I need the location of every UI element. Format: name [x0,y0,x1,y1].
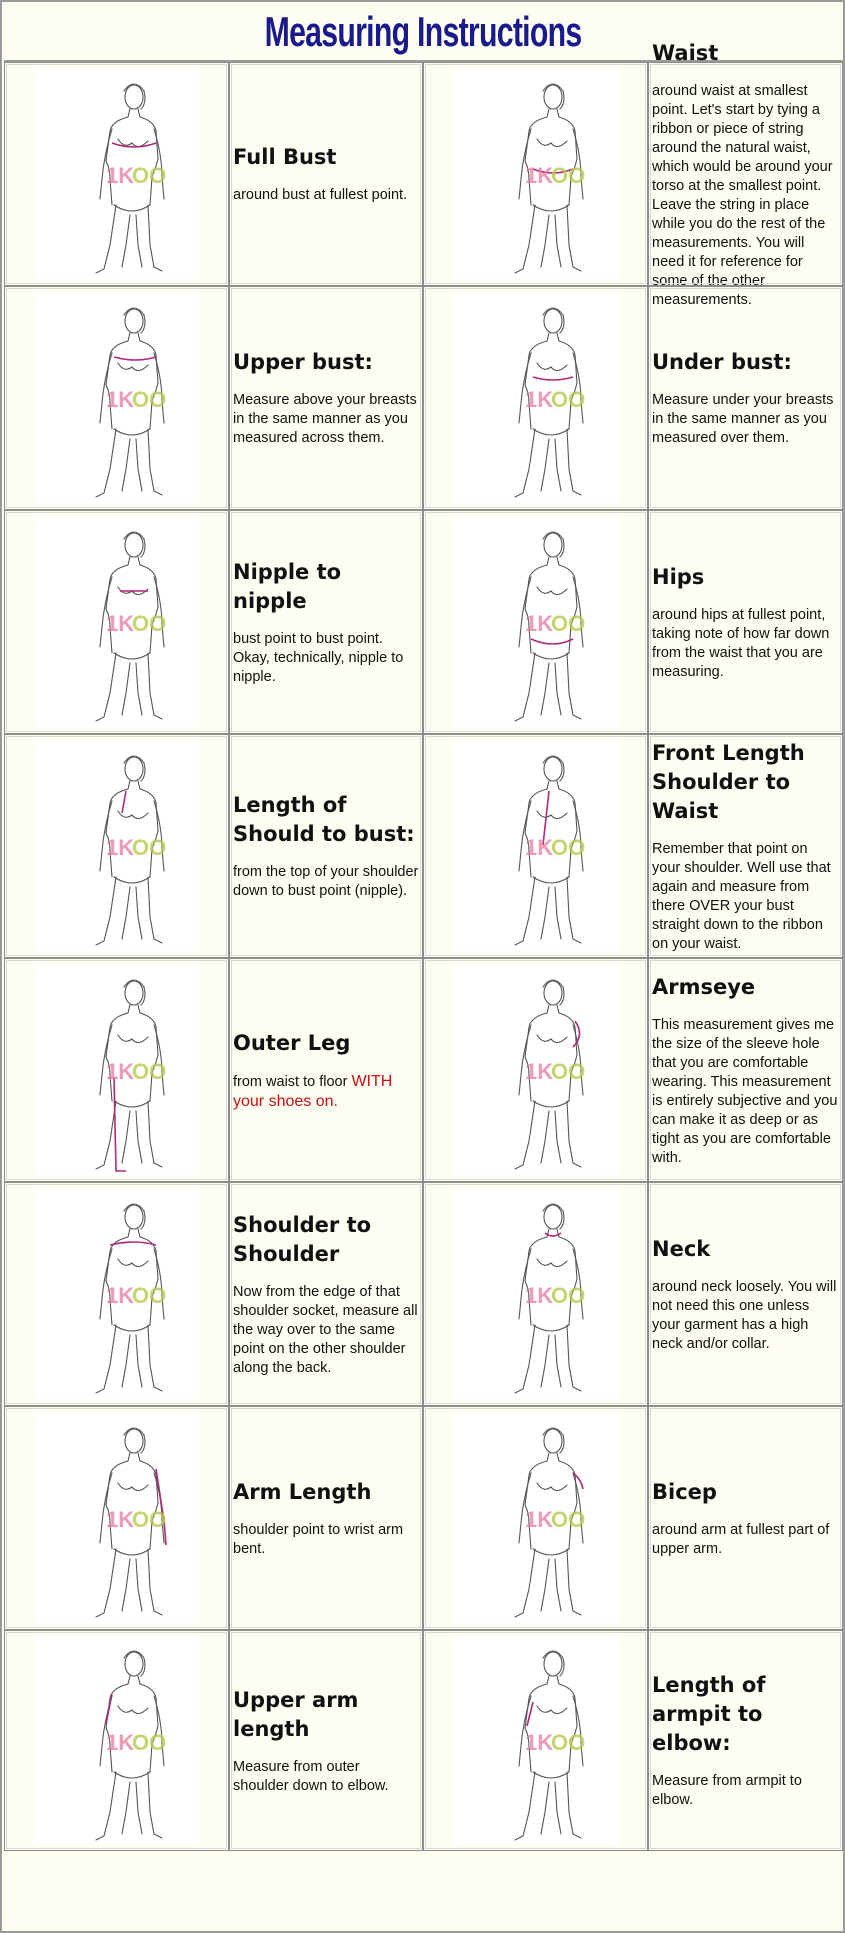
illustration-cell-hips [423,510,648,734]
svg-text:1K: 1K [525,835,554,860]
measure-line [533,377,573,380]
svg-text:1K: 1K [525,1283,554,1308]
illustration-nipple-to-nipple [34,517,199,727]
illustration-cell-length-of-should-to-bust [4,734,229,958]
illustration-full-bust [34,69,199,279]
watermark-logo [106,163,166,188]
illustration-svg [453,1636,618,1846]
description-text: Measure under your breasts in the same manner as you measured over them. [652,392,834,446]
measurement-description [233,1072,419,1112]
watermark-logo [525,1730,585,1755]
measurement-description [233,391,419,448]
svg-text:OO: OO [551,611,586,636]
watermark-logo [525,1283,585,1308]
illustration-upper-arm-length [34,1636,199,1846]
measurement-description [652,1278,839,1354]
measurement-description [233,1758,419,1796]
illustration-length-of-armpit-to-elbow [453,1636,618,1846]
illustration-hips [453,517,618,727]
description-text: This measurement gives me the size of the sleeve hole that you are comfortable wearing. This measurement is entirely subjective and you can make it as deep or as tight as you are comfortable with. [652,1016,838,1166]
watermark-logo [106,611,166,636]
measurement-heading: Full Bust [233,145,337,169]
description-text: from the top of your shoulder down to bust point (nipple). [233,864,419,899]
measurement-description [233,1283,419,1378]
measurement-heading: Arm Length [233,1479,372,1504]
illustration-cell-upper-arm-length [4,1630,229,1851]
measurements-grid [4,40,843,1931]
description-text: Measure from armpit to elbow. [652,1773,802,1808]
measurement-heading: Shoulder to Shoulder [233,1212,372,1266]
description-cell-neck [648,1182,843,1406]
illustration-cell-outer-leg [4,958,229,1182]
illustration-shoulder-to-shoulder [34,1189,199,1399]
svg-text:OO: OO [132,835,167,860]
watermark-logo [525,611,585,636]
description-text: around neck loosely. You will not need this one unless your garment has a high neck and/or collar. [652,1278,837,1352]
illustration-cell-full-bust [4,62,229,286]
svg-text:OO: OO [551,1059,586,1084]
illustration-under-bust [453,293,618,503]
svg-text:1K: 1K [106,163,135,188]
watermark-logo [525,835,585,860]
svg-text:OO: OO [132,1283,167,1308]
illustration-svg [453,965,618,1175]
illustration-svg [453,293,618,503]
measurement-heading: Under bust: [652,350,792,374]
watermark-logo [106,1730,166,1755]
illustration-cell-front-length-shoulder-to-waist [423,734,648,958]
svg-text:OO: OO [132,1729,167,1755]
svg-text:1K: 1K [106,1729,135,1755]
watermark-logo [106,1059,166,1084]
illustration-svg [34,293,199,503]
illustration-neck [453,1189,618,1399]
watermark-logo [525,1059,585,1084]
illustration-cell-upper-bust [4,286,229,510]
svg-text:1K: 1K [106,387,135,412]
description-text: around bust at fullest point. [233,187,408,203]
svg-text:OO: OO [132,163,167,188]
description-cell-bicep [648,1406,843,1630]
measurement-heading: Length of Should to bust: [233,793,415,846]
description-cell-shoulder-to-shoulder [229,1182,423,1406]
measurement-description [652,1772,839,1810]
illustration-svg [34,1189,199,1399]
svg-text:1K: 1K [525,611,554,636]
measurement-description [233,863,419,901]
illustration-arm-length [34,1413,199,1623]
description-cell-hips [648,510,843,734]
measure-line [106,1694,112,1724]
watermark-logo [106,1507,166,1532]
description-text: shoulder point to wrist arm bent. [233,1521,404,1557]
measurement-description [233,630,419,687]
measurement-heading: Front Length Shoulder to Waist [652,740,805,823]
svg-text:OO: OO [551,835,586,860]
measurement-description [652,82,839,310]
svg-text:OO: OO [551,1507,586,1532]
svg-text:1K: 1K [525,1507,554,1532]
illustration-cell-bicep [423,1406,648,1630]
measurement-heading: Length of armpit to elbow: [652,1673,766,1755]
measure-line [122,791,126,813]
illustration-length-of-should-to-bust [34,741,199,951]
watermark-logo [106,387,166,412]
description-text: Measure above your breasts in the same manner as you measured across them. [233,392,417,446]
svg-text:OO: OO [132,1059,167,1084]
svg-text:1K: 1K [525,387,554,412]
measurement-heading: Neck [652,1236,711,1261]
measurement-description [652,1521,839,1559]
watermark-logo [525,1507,585,1532]
illustration-upper-bust [34,293,199,503]
illustration-waist [453,69,618,279]
measurement-heading: Hips [652,564,705,589]
measurement-description [233,186,419,205]
illustration-bicep [453,1413,618,1623]
illustration-svg [453,517,618,727]
measurement-heading: Upper arm length [233,1687,359,1741]
measure-line [110,1242,156,1245]
description-text: Now from the edge of that shoulder socket, measure all the way over to the same point on the other shoulder along the back. [233,1283,418,1376]
watermark-logo [106,835,166,860]
measure-line [114,357,156,360]
measurement-heading: Bicep [652,1479,717,1504]
measure-line [531,639,573,644]
description-cell-length-of-armpit-to-elbow [648,1630,843,1851]
illustration-cell-armseye [423,958,648,1182]
illustration-front-length-shoulder-to-waist [453,741,618,951]
illustration-svg [453,1413,618,1623]
svg-text:1K: 1K [106,611,135,636]
svg-text:1K: 1K [106,1059,135,1084]
illustration-cell-nipple-to-nipple [4,510,229,734]
description-text: Remember that point on your shoulder. Well use that again and measure from there OVER your bust straight down to the ribbon on your waist. [652,840,831,952]
measurement-description [652,1016,839,1168]
description-cell-nipple-to-nipple [229,510,423,734]
watermark-logo [106,1283,166,1308]
measurement-description [652,606,839,682]
svg-text:OO: OO [551,1729,586,1755]
measurement-heading: Armseye [652,974,756,999]
illustration-outer-leg [34,965,199,1175]
illustration-cell-neck [423,1182,648,1406]
illustration-svg [34,69,199,279]
illustration-svg [34,741,199,951]
measurement-heading: Waist [652,40,719,65]
svg-text:OO: OO [132,387,167,412]
description-text: around waist at smallest point. Let's start by tying a ribbon or piece of string around the natural waist, which would be around your torso at the smallest point. Leave the string in place while you do the rest of the measurements. You will need it for reference for some of the other measurements. [652,82,833,308]
svg-text:1K: 1K [106,835,135,860]
svg-text:1K: 1K [525,1059,554,1084]
illustration-svg [34,517,199,727]
description-cell-arm-length [229,1406,423,1630]
description-text: Measure from outer shoulder down to elbow. [233,1758,389,1794]
description-text: bust point to bust point. Okay, technically, nipple to nipple. [233,630,404,685]
svg-text:1K: 1K [525,1729,554,1755]
watermark-logo [525,163,585,188]
illustration-cell-length-of-armpit-to-elbow [423,1630,648,1851]
illustration-svg [34,1413,199,1623]
svg-text:OO: OO [551,163,586,188]
measurement-description [652,391,839,448]
description-text: around arm at fullest part of upper arm. [652,1521,830,1557]
watermark-logo [525,387,585,412]
description-cell-full-bust [229,62,423,286]
svg-text:OO: OO [132,611,167,636]
illustration-svg [34,1636,199,1846]
illustration-armseye [453,965,618,1175]
illustration-cell-waist [423,62,648,286]
measure-line [114,1077,126,1171]
measurement-description [652,840,839,954]
description-text: around hips at fullest point, taking note of how far down from the waist that you are measuring. [652,606,830,680]
description-cell-upper-bust [229,286,423,510]
measurement-heading: Upper bust: [233,350,373,374]
page-title: Measuring Instructions [265,8,582,55]
description-cell-waist [648,40,843,308]
svg-text:1K: 1K [525,163,554,188]
description-text: from waist to floor [233,1073,352,1090]
illustration-svg [453,1189,618,1399]
description-cell-armseye [648,958,843,1182]
description-cell-length-of-should-to-bust [229,734,423,958]
description-cell-front-length-shoulder-to-waist [648,734,843,958]
svg-text:1K: 1K [106,1283,135,1308]
svg-text:OO: OO [551,387,586,412]
illustration-cell-arm-length [4,1406,229,1630]
measurement-heading: Nipple to nipple [233,559,342,613]
measurement-description [233,1521,419,1559]
illustration-cell-under-bust [423,286,648,510]
svg-text:OO: OO [132,1507,167,1532]
description-cell-under-bust [648,286,843,510]
illustration-svg [34,965,199,1175]
description-cell-upper-arm-length [229,1630,423,1851]
description-cell-outer-leg [229,958,423,1182]
svg-text:OO: OO [551,1283,586,1308]
svg-text:1K: 1K [106,1507,135,1532]
illustration-svg [453,69,618,279]
illustration-cell-shoulder-to-shoulder [4,1182,229,1406]
highlight-text: WITH your shoes on. [233,1072,393,1110]
measurement-heading: Outer Leg [233,1030,351,1055]
illustration-svg [453,741,618,951]
